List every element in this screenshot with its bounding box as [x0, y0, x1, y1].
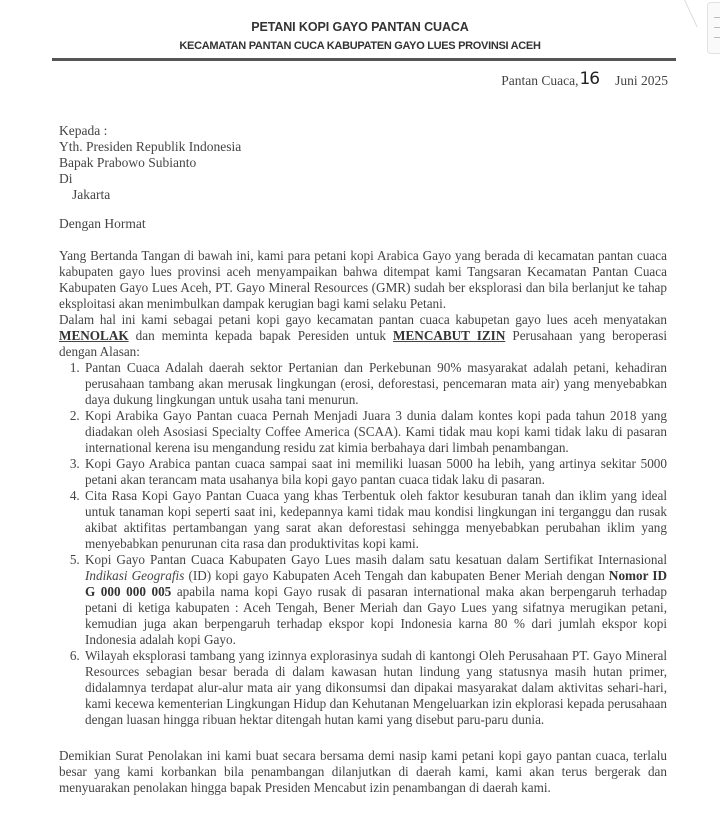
- statement-text: Dalam hal ini kami sebagai petani kopi gayo kecamatan pantan cuaca kabupetan gayo lues aceh menyatakan: [59, 312, 667, 327]
- statement-text: Perusahaan yang beroperasi dengan Alasan:: [59, 328, 667, 359]
- reason-item: 6. Wilayah eksplorasi tambang yang izinnya explorasinya sudah di kantongi Oleh Perusahaan PT. Gayo Mineral Resources sebagian besar berada di dalam kawasan hutan lindung yang statusnya masih hutan primer, didalamnya terdapat alur-alur mata air yang dikonsumsi dan dipakai masyarakat dalam aktivitas sehari-hari, kami kecewa kementerian Lingkungan Hidup dan Kehutanan Mengeluarkan izin ekplorasi kepada perusahaan dengan luasan hingga ribuan hektar ditengah hutan kami yang disebut paru-paru dunia.: [83, 648, 667, 728]
- reason-id-number: Nomor ID G 000 000 005: [85, 568, 667, 599]
- closing-block: [59, 748, 667, 796]
- date-month-year: Juni 2025: [615, 73, 668, 88]
- greeting: Dengan Hormat: [59, 216, 146, 231]
- closing-paragraph: Demikian Surat Penolakan ini kami buat secara bersama demi nasip kami petani kopi gayo pantan cuaca, terlalu besar yang kami korbankan bila penambangan dilanjutkan di daerah kami, kami akan terus bergerak dan menyuarakan penolakan hingga bapak Presiden Mencabut izin penambangan di daerah kami.: [59, 748, 667, 795]
- reason-text: (ID) kopi gayo Kabupaten Aceh Tengah dan kabupaten Bener Meriah dengan: [184, 568, 609, 583]
- letterhead-divider: [52, 58, 676, 61]
- reasons-list: [59, 360, 667, 728]
- letter-date: [501, 70, 668, 90]
- letter-body: [59, 248, 667, 728]
- reason-text: Kopi Gayo Pantan Cuaca Kabupaten Gayo Lues masih dalam satu kesatuan dalam Sertifikat Internasional: [85, 552, 667, 567]
- reason-italic-term: Indikasi Geografis: [85, 568, 185, 583]
- letterhead-subtitle: KECAMATAN PANTAN CUCA KABUPATEN GAYO LUES PROVINSI ACEH: [179, 40, 541, 52]
- reason-item: [83, 552, 667, 648]
- keyword-menolak: MENOLAK: [59, 328, 129, 343]
- reason-item: 1. Pantan Cuaca Adalah daerah sektor Pertanian dan Perkebunan 90% masyarakat adalah petani, kehadiran perusahaan tambang akan merusak lingkungan (erosi, deforestasi, pencemaran mata air) yang menyebabkan daya dukung lingkungan untuk usaha tani menurun.: [83, 360, 667, 408]
- statement-text: dan meminta kepada bapak Peresiden untuk: [128, 328, 394, 343]
- date-place: Pantan Cuaca,: [501, 73, 579, 88]
- recipient-line3: Di: [59, 171, 73, 186]
- reason-item: 2. Kopi Arabika Gayo Pantan cuaca Pernah Menjadi Juara 3 dunia dalam kontes kopi pada tahun 2018 yang diadakan oleh Asosiasi Specialty Coffee America (SCAA). Kami tidak mau kopi kami tidak laku di pasaran international kerena isu mengandung residu zat kimia berbahaya dari limbah penambangan.: [83, 408, 667, 456]
- statement-paragraph: [59, 312, 667, 360]
- recipient-line1: Yth. Presiden Republik Indonesia: [59, 139, 242, 154]
- letterhead-title: PETANI KOPI GAYO PANTAN CUACA: [251, 20, 469, 34]
- date-day-handwritten: 16: [579, 69, 600, 89]
- recipient-city: Jakarta: [72, 187, 111, 202]
- recipient-block: [59, 123, 241, 203]
- intro-paragraph: Yang Bertanda Tangan di bawah ini, kami para petani kopi Arabica Gayo yang berada di kecamatan pantan cuaca kabupaten gayo lues provinsi aceh menyampaikan bahwa ditempat kami Tangsaran Kecamatan Pantan Cuaca Kabupaten Gayo Lues Aceh, PT. Gayo Mineral Resources (GMR) sudah ber eksplorasi dan bila berlanjut ke tahap eksploitasi akan menimbulkan dampak kerugian bagi kami selaku Petani.: [59, 248, 667, 311]
- floating-menu-button[interactable]: [707, 2, 720, 54]
- recipient-label: Kepada :: [59, 123, 108, 138]
- recipient-line2: Bapak Prabowo Subianto: [59, 155, 197, 170]
- reason-text: apabila nama kopi Gayo rusak di pasaran international maka akan berpengaruh terhadap petani di ketiga kabupaten : Aceh Tengah, Bener Meriah dan Gayo Lues yang sifatnya merugikan petani, kemudian juga akan berpengaruh terhadap ekspor kopi Indonesia karna 80 % dari jumlah ekspor kopi Indonesia adalah kopi Gayo.: [85, 584, 668, 647]
- keyword-mencabut-izin: MENCABUT IZIN: [393, 328, 506, 343]
- reason-item: 3. Kopi Gayo Arabica pantan cuaca sampai saat ini memiliki luasan 5000 ha lebih, yang artinya sekitar 5000 petani akan terancam mata usahanya bila kopi gayo pantan cuaca tidak laku di pasaran.: [83, 456, 667, 488]
- reason-item: 4. Cita Rasa Kopi Gayo Pantan Cuaca yang khas Terbentuk oleh faktor kesuburan tanah dan iklim yang ideal untuk tanaman kopi seperti saat ini, kedepannya kami tidak mau kondisi lingkungan ini terganggu dan rusak akibat aktifitas pertambangan yang sarat akan deforestasi sehingga menyebabkan perubahan iklim yang menyebabkan penurunan cita rasa dan produktivitas kopi kami.: [83, 488, 667, 552]
